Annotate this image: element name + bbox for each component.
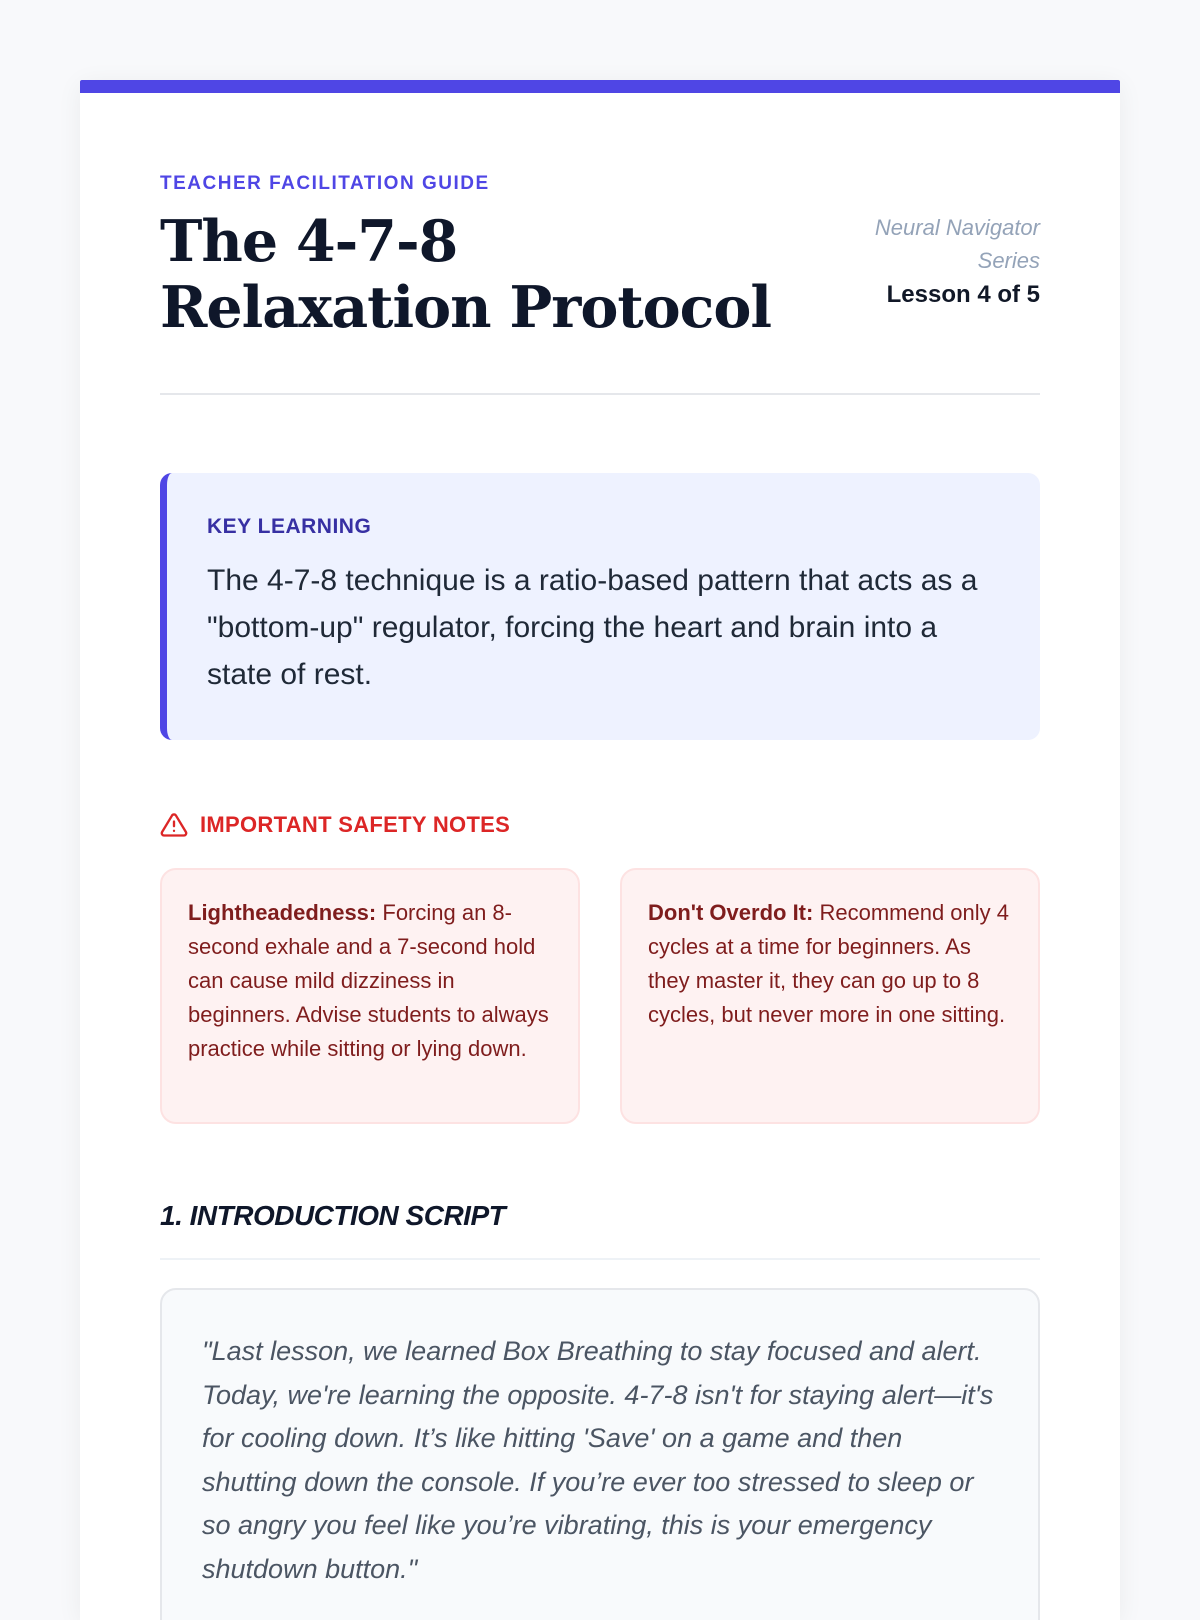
header-divider bbox=[160, 393, 1040, 395]
guide-content bbox=[160, 173, 1040, 1620]
introduction-section-title: 1. INTRODUCTION SCRIPT bbox=[160, 1200, 506, 1231]
key-learning-box bbox=[160, 473, 1040, 740]
lesson-meta bbox=[820, 209, 1040, 313]
accent-bar bbox=[80, 80, 1120, 93]
page-title: The 4-7-8 Relaxation Protocol bbox=[160, 208, 772, 341]
guide-eyebrow: TEACHER FACILITATION GUIDE bbox=[160, 173, 490, 194]
introduction-script-text: "Last lesson, we learned Box Breathing to stay focused and alert. Today, we're learning the opposite. 4-7-8 isn't for staying alert—it's for cooling down. It’s like hitting 'Save' on a game and then shutting down the console. If you’re ever too stressed to sleep or so angry you feel like you’re vibrating, this is your emergency shutdown button." bbox=[202, 1336, 994, 1584]
safety-notes bbox=[160, 868, 1040, 1124]
safety-header bbox=[160, 810, 1040, 840]
lesson-number: Lesson 4 of 5 bbox=[886, 281, 1040, 308]
section-divider bbox=[160, 1258, 1040, 1260]
warning-triangle-icon bbox=[160, 811, 188, 839]
guide-card bbox=[80, 80, 1120, 1620]
safety-note-heading: Lightheadedness: bbox=[188, 900, 377, 925]
safety-note-text: Recommend only 4 cycles at a time for beginners. As they master it, they can go up to 8 cycles, but never more in one sitting. bbox=[648, 900, 1010, 1027]
safety-note-text: Forcing an 8-second exhale and a 7-second hold can cause mild dizziness in beginners. Advise students to always practice while sitting or lying down. bbox=[188, 900, 549, 1061]
series-name: Neural Navigator Series bbox=[874, 215, 1040, 273]
safety-note-heading: Don't Overdo It: bbox=[648, 900, 814, 925]
safety-note-overdo bbox=[620, 868, 1040, 1124]
key-learning-text: The 4-7-8 technique is a ratio-based pattern that acts as a "bottom-up" regulator, forcing the heart and brain into a state of rest. bbox=[207, 564, 978, 691]
introduction-script-box bbox=[160, 1288, 1040, 1620]
safety-title: IMPORTANT SAFETY NOTES bbox=[200, 812, 511, 837]
header-row bbox=[160, 209, 1040, 341]
key-learning-label: KEY LEARNING bbox=[207, 515, 372, 538]
safety-note-lightheadedness bbox=[160, 868, 580, 1124]
